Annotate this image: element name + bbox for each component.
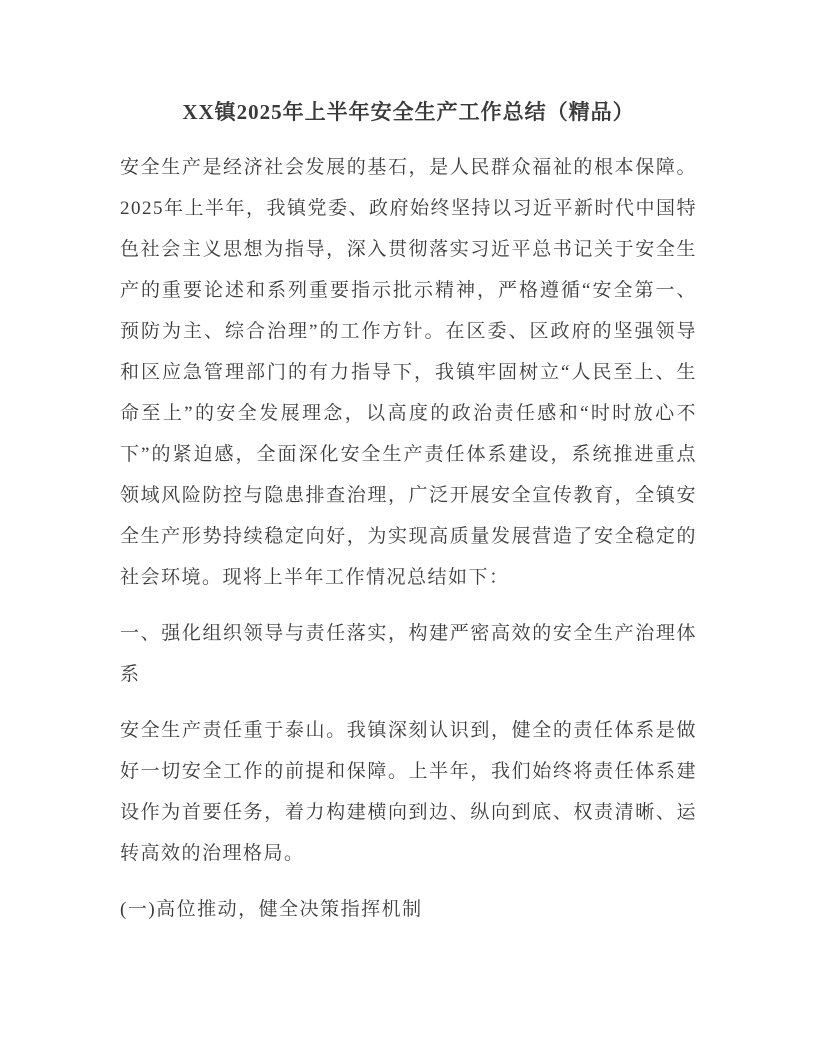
subheading-section-one-one: (一)高位推动，健全决策指挥机制 [120,899,423,920]
heading-section-one: 一、强化组织领导与责任落实，构建严密高效的安全生产治理体系 [120,623,697,685]
paragraph-responsibility-system: 安全生产责任重于泰山。我镇深刻认识到，健全的责任体系是做好一切安全工作的前提和保障。上半年，我们始终将责任体系建设作为首要任务，着力构建横向到边、纵向到底、权责清晰、运转高效的治理格局。 [120,720,697,864]
document-content [120,92,697,945]
document-title: XX镇2025年上半年安全生产工作总结（精品） [182,100,635,124]
paragraph-introduction: 安全生产是经济社会发展的基石，是人民群众福祉的根本保障。2025年上半年，我镇党委、政府始终坚持以习近平新时代中国特色社会主义思想为指导，深入贯彻落实习近平总书记关于安全生产的重要论述和系列重要指示批示精神，严格遵循“安全第一、预防为主、综合治理”的工作方针。在区委、区政府的坚强领导和区应急管理部门的有力指导下，我镇牢固树立“人民至上、生命至上”的安全发展理念，以高度的政治责任感和“时时放心不下”的紧迫感，全面深化安全生产责任体系建设，系统推进重点领域风险防控与隐患排查治理，广泛开展安全宣传教育，全镇安全生产形势持续稳定向好，为实现高质量发展营造了安全稳定的社会环境。现将上半年工作情况总结如下： [120,157,698,588]
